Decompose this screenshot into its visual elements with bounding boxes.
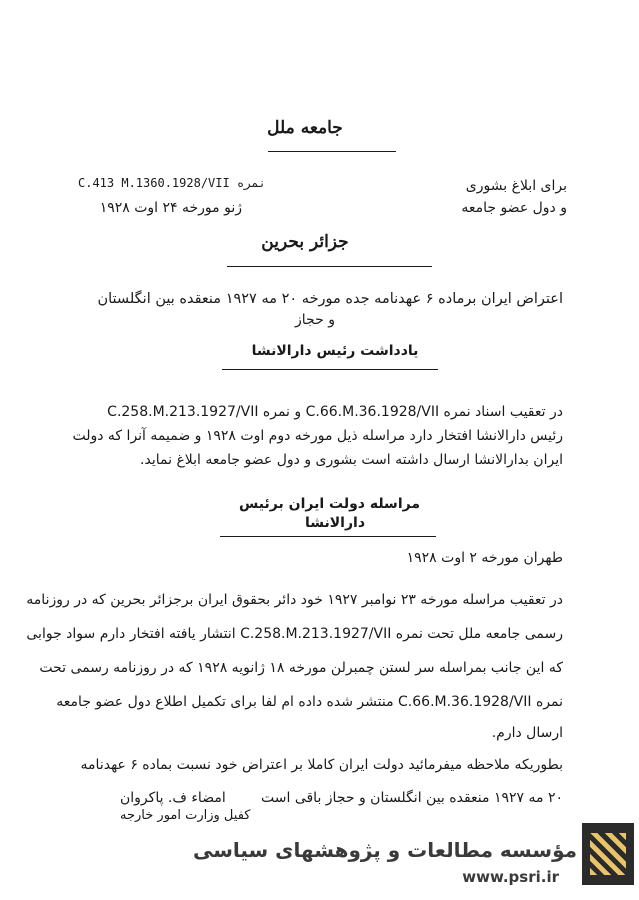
letter-line-5: ارسال دارم. <box>491 725 563 741</box>
section-title-underline <box>227 266 432 267</box>
watermark-logo-icon <box>582 823 634 885</box>
document-number: C.413 M.1360.1928/VII نمره <box>78 176 266 190</box>
document-title: جامعه ملل <box>267 118 343 138</box>
para1-line-3: ایران بدارالانشا ارسال داشته است بشوری و دول عضو جامعه ابلاغ نماید. <box>140 452 563 468</box>
letter-title-line-1: مراسله دولت ایران برئیس <box>239 496 420 512</box>
document-date: ژنو مورخه ۲۴ اوت ۱۹۲۸ <box>99 200 242 216</box>
watermark-org-name: مؤسسه مطالعات و پژوهشهای سیاسی <box>192 838 577 862</box>
note-title: یادداشت رئیس دارالانشا <box>251 343 419 359</box>
distribution-line-2: و دول عضو جامعه <box>461 200 567 216</box>
letter-line-4: نمره C.66.M.36.1928/VII منتشر شده داده ام لفا برای تکمیل اطلاع دول عضو جامعه <box>56 694 563 710</box>
letter-line-1: در تعقیب مراسله مورخه ۲۳ نوامبر ۱۹۲۷ خود دائر بحقوق ایران برجزائر بحرین که در روزنامه <box>26 592 563 608</box>
letter-title-line-2: دارالانشا <box>304 515 366 531</box>
distribution-line-1: برای ابلاغ بشوری <box>465 178 567 194</box>
letter-line-6: بطوریکه ملاحظه میفرمائید دولت ایران کاملا بر اعتراض خود نسبت بماده ۶ عهدنامه <box>80 757 563 773</box>
section-title: جزائر بحرین <box>261 232 349 252</box>
para1-line-1: در تعقیب اسناد نمره C.66.M.36.1928/VII و نمره C.258.M.213.1927/VII <box>107 404 563 420</box>
note-title-underline <box>222 369 438 370</box>
para1-line-2: رئیس دارالانشا افتخار دارد مراسله ذیل مورخه دوم اوت ۱۹۲۸ و ضمیمه آنرا که دولت <box>72 428 563 444</box>
signature-title: کفیل وزارت امور خارجه <box>120 808 251 823</box>
letter-title-underline <box>220 536 436 537</box>
title-underline <box>268 151 396 152</box>
letter-line-7: ۲۰ مه ۱۹۲۷ منعقده بین انگلستان و حجاز باقی است <box>261 790 563 806</box>
letter-date: طهران مورخه ۲ اوت ۱۹۲۸ <box>406 550 563 566</box>
letter-line-2: رسمی جامعه ملل تحت نمره C.258.M.213.1927/VII انتشار یافته افتخار دارم سواد جوابی <box>26 626 563 642</box>
objection-line-1: اعتراض ایران برماده ۶ عهدنامه جده مورخه ۲۰ مه ۱۹۲۷ منعقده بین انگلستان <box>97 291 563 307</box>
objection-line-2: و حجاز <box>295 312 335 328</box>
letter-line-3: که این جانب بمراسله سر لستن چمبرلن مورخه ۱۸ ژانویه ۱۹۲۸ که در روزنامه رسمی تحت <box>39 660 563 676</box>
watermark-url: www.psri.ir <box>462 868 559 886</box>
signature: امضاء ف. پاکروان <box>120 790 226 806</box>
